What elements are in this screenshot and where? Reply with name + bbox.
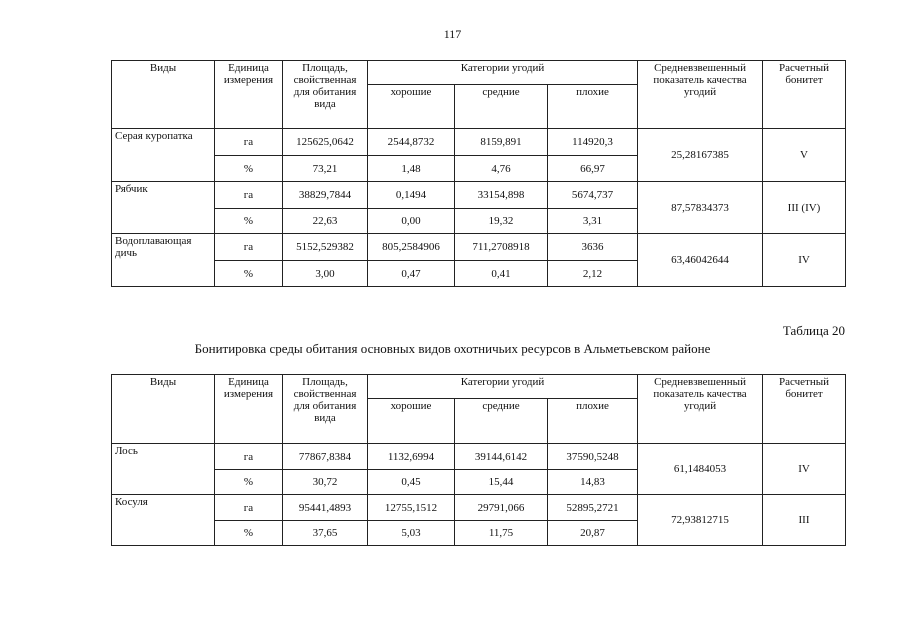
poor-cell: 3636 bbox=[548, 234, 638, 261]
poor-cell: 52895,2721 bbox=[548, 495, 638, 521]
poor-cell: 37590,5248 bbox=[548, 444, 638, 470]
poor-cell: 3,31 bbox=[548, 209, 638, 234]
unit-cell: га bbox=[215, 129, 283, 156]
poor-cell: 5674,737 bbox=[548, 182, 638, 209]
good-cell: 1,48 bbox=[368, 156, 455, 182]
header-species: Виды bbox=[112, 61, 215, 129]
medium-cell: 711,2708918 bbox=[455, 234, 548, 261]
medium-cell: 19,32 bbox=[455, 209, 548, 234]
page-number: 117 bbox=[443, 27, 462, 41]
medium-cell: 4,76 bbox=[455, 156, 548, 182]
weighted-quality-cell: 87,57834373 bbox=[638, 182, 763, 234]
unit-cell: % bbox=[215, 521, 283, 546]
table-row bbox=[112, 129, 846, 156]
bonitet-cell: III (IV) bbox=[763, 182, 846, 234]
area-cell: 73,21 bbox=[283, 156, 368, 182]
header-good: хорошие bbox=[368, 85, 455, 129]
medium-cell: 39144,6142 bbox=[455, 444, 548, 470]
weighted-quality-cell: 72,93812715 bbox=[638, 495, 763, 546]
area-cell: 37,65 bbox=[283, 521, 368, 546]
table-row bbox=[112, 444, 846, 470]
bonitet-table-1 bbox=[111, 60, 846, 287]
table-row bbox=[112, 182, 846, 209]
table-caption: Таблица 20 bbox=[782, 323, 845, 338]
header-bonitet: Расчетный бонитет bbox=[763, 375, 846, 444]
header-unit: Единица измерения bbox=[215, 375, 283, 444]
header-categories: Категории угодий bbox=[368, 61, 638, 85]
poor-cell: 66,97 bbox=[548, 156, 638, 182]
area-cell: 3,00 bbox=[283, 261, 368, 287]
good-cell: 0,45 bbox=[368, 470, 455, 495]
header-medium: средние bbox=[455, 85, 548, 129]
weighted-quality-cell: 61,1484053 bbox=[638, 444, 763, 495]
table-title: Бонитировка среды обитания основных видов охотничьих ресурсов в Альметьевском районе bbox=[194, 341, 711, 356]
unit-cell: % bbox=[215, 261, 283, 287]
good-cell: 2544,8732 bbox=[368, 129, 455, 156]
species-cell: Рябчик bbox=[112, 182, 215, 234]
unit-cell: га bbox=[215, 495, 283, 521]
table-row bbox=[112, 495, 846, 521]
header-unit: Единица измерения bbox=[215, 61, 283, 129]
weighted-quality-cell: 63,46042644 bbox=[638, 234, 763, 287]
poor-cell: 2,12 bbox=[548, 261, 638, 287]
area-cell: 38829,7844 bbox=[283, 182, 368, 209]
bonitet-cell: III bbox=[763, 495, 846, 546]
unit-cell: га bbox=[215, 444, 283, 470]
header-poor: плохие bbox=[548, 85, 638, 129]
medium-cell: 11,75 bbox=[455, 521, 548, 546]
table-row bbox=[112, 234, 846, 261]
medium-cell: 29791,066 bbox=[455, 495, 548, 521]
medium-cell: 33154,898 bbox=[455, 182, 548, 209]
area-cell: 125625,0642 bbox=[283, 129, 368, 156]
poor-cell: 114920,3 bbox=[548, 129, 638, 156]
good-cell: 805,2584906 bbox=[368, 234, 455, 261]
good-cell: 5,03 bbox=[368, 521, 455, 546]
poor-cell: 20,87 bbox=[548, 521, 638, 546]
header-poor: плохие bbox=[548, 399, 638, 444]
unit-cell: га bbox=[215, 182, 283, 209]
medium-cell: 8159,891 bbox=[455, 129, 548, 156]
species-cell: Лось bbox=[112, 444, 215, 495]
header-good: хорошие bbox=[368, 399, 455, 444]
header-area: Площадь, свойственная для обитания вида bbox=[283, 61, 368, 129]
bonitet-table-2 bbox=[111, 374, 846, 546]
area-cell: 5152,529382 bbox=[283, 234, 368, 261]
good-cell: 1132,6994 bbox=[368, 444, 455, 470]
good-cell: 0,1494 bbox=[368, 182, 455, 209]
unit-cell: % bbox=[215, 156, 283, 182]
header-weighted-quality: Средневзвешенный показатель качества угодий bbox=[638, 61, 763, 129]
species-cell: Водоплавающая дичь bbox=[112, 234, 215, 287]
area-cell: 77867,8384 bbox=[283, 444, 368, 470]
area-cell: 22,63 bbox=[283, 209, 368, 234]
good-cell: 12755,1512 bbox=[368, 495, 455, 521]
header-weighted-quality: Средневзвешенный показатель качества угодий bbox=[638, 375, 763, 444]
medium-cell: 0,41 bbox=[455, 261, 548, 287]
medium-cell: 15,44 bbox=[455, 470, 548, 495]
unit-cell: % bbox=[215, 470, 283, 495]
species-cell: Серая куропатка bbox=[112, 129, 215, 182]
good-cell: 0,00 bbox=[368, 209, 455, 234]
header-medium: средние bbox=[455, 399, 548, 444]
header-bonitet: Расчетный бонитет bbox=[763, 61, 846, 129]
bonitet-cell: IV bbox=[763, 444, 846, 495]
header-categories: Категории угодий bbox=[368, 375, 638, 399]
good-cell: 0,47 bbox=[368, 261, 455, 287]
bonitet-cell: IV bbox=[763, 234, 846, 287]
bonitet-cell: V bbox=[763, 129, 846, 182]
weighted-quality-cell: 25,28167385 bbox=[638, 129, 763, 182]
area-cell: 95441,4893 bbox=[283, 495, 368, 521]
header-species: Виды bbox=[112, 375, 215, 444]
poor-cell: 14,83 bbox=[548, 470, 638, 495]
species-cell: Косуля bbox=[112, 495, 215, 546]
unit-cell: % bbox=[215, 209, 283, 234]
unit-cell: га bbox=[215, 234, 283, 261]
header-area: Площадь, свойственная для обитания вида bbox=[283, 375, 368, 444]
area-cell: 30,72 bbox=[283, 470, 368, 495]
